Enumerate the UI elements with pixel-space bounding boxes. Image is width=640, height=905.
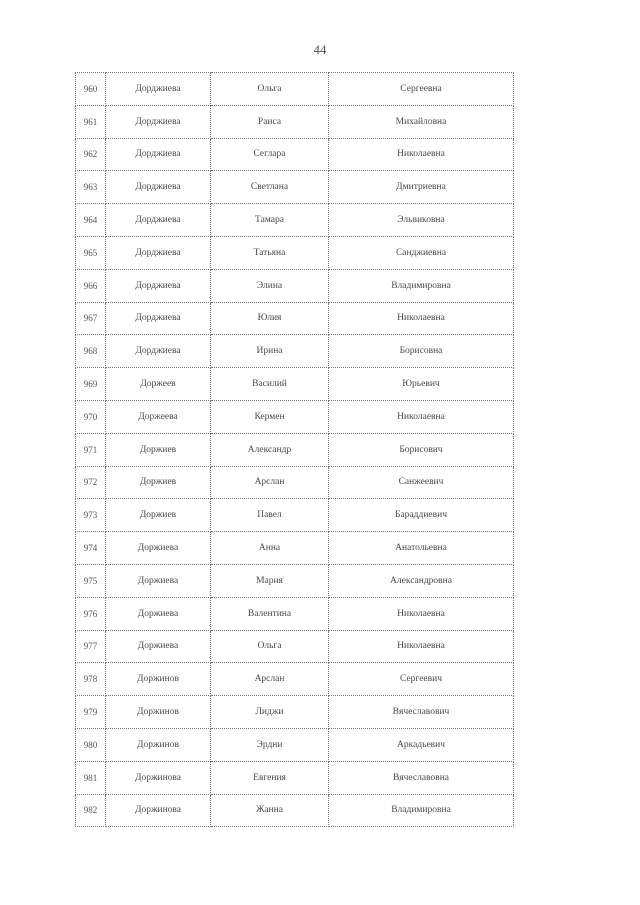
first-name-cell: Ирина	[211, 335, 329, 368]
surname-cell: Доржиева	[106, 630, 211, 663]
surname-cell: Дорджиева	[106, 302, 211, 335]
table-row	[76, 466, 514, 499]
table-row	[76, 171, 514, 204]
row-number-cell: 981	[76, 761, 106, 794]
surname-cell: Доржиев	[106, 433, 211, 466]
names-table	[75, 72, 514, 827]
surname-cell: Дорджиева	[106, 236, 211, 269]
page-number: 44	[313, 42, 327, 57]
first-name-cell: Арслан	[211, 663, 329, 696]
first-name-cell: Арслан	[211, 466, 329, 499]
patronymic-cell: Александровна	[329, 564, 514, 597]
table-row	[76, 105, 514, 138]
table-row	[76, 794, 514, 827]
names-table-body	[76, 73, 514, 827]
table-row	[76, 204, 514, 237]
table-row	[76, 728, 514, 761]
patronymic-cell: Бараддиевич	[329, 499, 514, 532]
row-number-cell: 978	[76, 663, 106, 696]
patronymic-cell: Санжеевич	[329, 466, 514, 499]
patronymic-cell: Юрьевич	[329, 368, 514, 401]
first-name-cell: Раиса	[211, 105, 329, 138]
first-name-cell: Анна	[211, 532, 329, 565]
surname-cell: Доржинова	[106, 761, 211, 794]
surname-cell: Доржиева	[106, 532, 211, 565]
patronymic-cell: Борисович	[329, 433, 514, 466]
surname-cell: Дорджиева	[106, 269, 211, 302]
row-number-cell: 969	[76, 368, 106, 401]
table-row	[76, 269, 514, 302]
patronymic-cell: Дмитриевна	[329, 171, 514, 204]
table-row	[76, 433, 514, 466]
patronymic-cell: Михайловна	[329, 105, 514, 138]
patronymic-cell: Вячеславовна	[329, 761, 514, 794]
first-name-cell: Евгения	[211, 761, 329, 794]
first-name-cell: Ольга	[211, 73, 329, 106]
table-row	[76, 597, 514, 630]
row-number-cell: 962	[76, 138, 106, 171]
row-number-cell: 980	[76, 728, 106, 761]
table-row	[76, 630, 514, 663]
patronymic-cell: Николаевна	[329, 597, 514, 630]
patronymic-cell: Аркадьевич	[329, 728, 514, 761]
patronymic-cell: Николаевна	[329, 138, 514, 171]
surname-cell: Доржинов	[106, 696, 211, 729]
row-number-cell: 970	[76, 400, 106, 433]
first-name-cell: Юлия	[211, 302, 329, 335]
row-number-cell: 964	[76, 204, 106, 237]
row-number-cell: 971	[76, 433, 106, 466]
first-name-cell: Мария	[211, 564, 329, 597]
row-number-cell: 976	[76, 597, 106, 630]
patronymic-cell: Санджиевна	[329, 236, 514, 269]
first-name-cell: Павел	[211, 499, 329, 532]
patronymic-cell: Анатольевна	[329, 532, 514, 565]
patronymic-cell: Борисовна	[329, 335, 514, 368]
row-number-cell: 979	[76, 696, 106, 729]
row-number-cell: 960	[76, 73, 106, 106]
row-number-cell: 963	[76, 171, 106, 204]
row-number-cell: 967	[76, 302, 106, 335]
table-row	[76, 335, 514, 368]
first-name-cell: Сеглара	[211, 138, 329, 171]
row-number-cell: 975	[76, 564, 106, 597]
row-number-cell: 965	[76, 236, 106, 269]
surname-cell: Доржиева	[106, 597, 211, 630]
row-number-cell: 982	[76, 794, 106, 827]
surname-cell: Дорджиева	[106, 204, 211, 237]
first-name-cell: Светлана	[211, 171, 329, 204]
row-number-cell: 966	[76, 269, 106, 302]
table-row	[76, 532, 514, 565]
patronymic-cell: Владимировна	[329, 794, 514, 827]
row-number-cell: 977	[76, 630, 106, 663]
patronymic-cell: Владимировна	[329, 269, 514, 302]
table-row	[76, 138, 514, 171]
row-number-cell: 961	[76, 105, 106, 138]
table-row	[76, 564, 514, 597]
table-row	[76, 368, 514, 401]
surname-cell: Доржеев	[106, 368, 211, 401]
first-name-cell: Элина	[211, 269, 329, 302]
surname-cell: Доржинов	[106, 728, 211, 761]
table-row	[76, 761, 514, 794]
first-name-cell: Ольга	[211, 630, 329, 663]
surname-cell: Доржиева	[106, 564, 211, 597]
first-name-cell: Александр	[211, 433, 329, 466]
patronymic-cell: Сергеевич	[329, 663, 514, 696]
row-number-cell: 974	[76, 532, 106, 565]
row-number-cell: 973	[76, 499, 106, 532]
patronymic-cell: Эльвиковна	[329, 204, 514, 237]
first-name-cell: Эрдни	[211, 728, 329, 761]
surname-cell: Доржиев	[106, 499, 211, 532]
row-number-cell: 968	[76, 335, 106, 368]
table-row	[76, 73, 514, 106]
patronymic-cell: Николаевна	[329, 302, 514, 335]
patronymic-cell: Вячеславович	[329, 696, 514, 729]
first-name-cell: Василий	[211, 368, 329, 401]
table-row	[76, 499, 514, 532]
table-row	[76, 302, 514, 335]
patronymic-cell: Сергеевна	[329, 73, 514, 106]
first-name-cell: Валентина	[211, 597, 329, 630]
row-number-cell: 972	[76, 466, 106, 499]
table-row	[76, 663, 514, 696]
surname-cell: Дорджиева	[106, 105, 211, 138]
surname-cell: Доржиев	[106, 466, 211, 499]
surname-cell: Доржинов	[106, 663, 211, 696]
first-name-cell: Тамара	[211, 204, 329, 237]
patronymic-cell: Николаевна	[329, 400, 514, 433]
surname-cell: Дорджиева	[106, 138, 211, 171]
surname-cell: Доржеева	[106, 400, 211, 433]
surname-cell: Дорджиева	[106, 171, 211, 204]
table-row	[76, 236, 514, 269]
surname-cell: Дорджиева	[106, 335, 211, 368]
first-name-cell: Жанна	[211, 794, 329, 827]
table-row	[76, 696, 514, 729]
patronymic-cell: Николаевна	[329, 630, 514, 663]
first-name-cell: Кермен	[211, 400, 329, 433]
first-name-cell: Лиджи	[211, 696, 329, 729]
surname-cell: Доржинова	[106, 794, 211, 827]
table-row	[76, 400, 514, 433]
first-name-cell: Татьяна	[211, 236, 329, 269]
surname-cell: Дорджиева	[106, 73, 211, 106]
